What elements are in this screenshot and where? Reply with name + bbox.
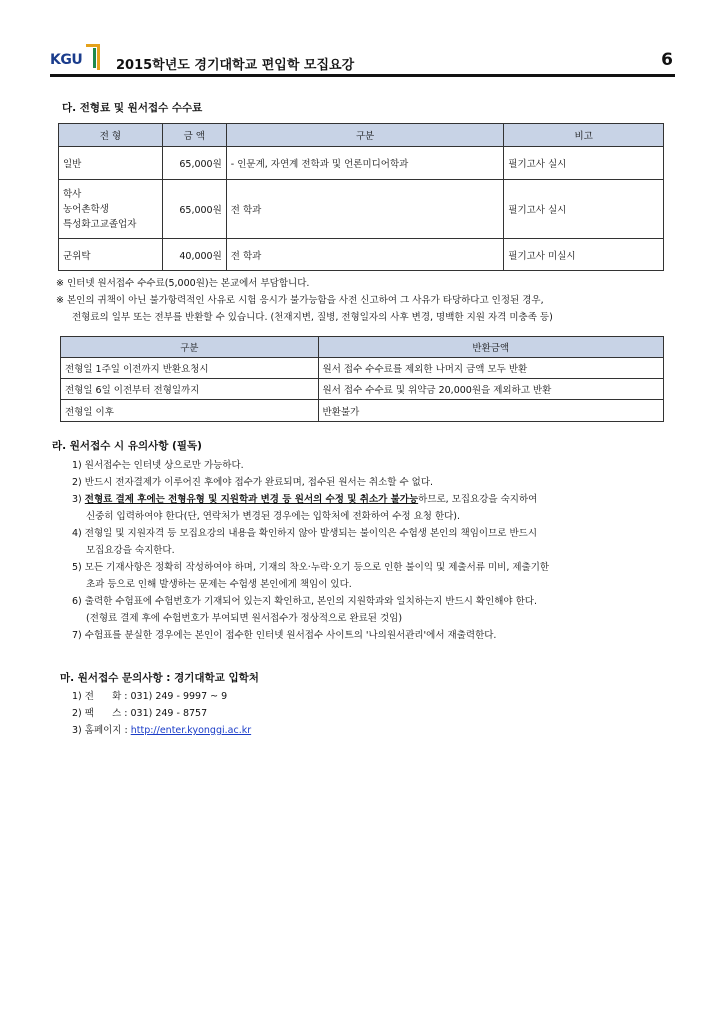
page-header <box>50 38 675 78</box>
caution-list <box>72 457 672 644</box>
fee-note: 필기고사 실시 <box>504 180 664 239</box>
document-title: 2015학년도 경기대학교 편입학 모집요강 <box>116 58 355 73</box>
logo-mark-accent-icon <box>88 48 96 68</box>
fee-table-header-row <box>59 124 664 147</box>
list-item: 6) 출력한 수험표에 수험번호가 기재되어 있는지 확인하고, 본인의 지원학과와 일치하는지 반드시 확인해야 한다. <box>72 596 537 607</box>
fee-category: - 인문계, 자연계 전학과 및 언론미디어학과 <box>226 147 503 180</box>
header-divider <box>50 74 675 77</box>
list-item-rest: 하므로, 모집요강을 숙지하여 <box>418 494 538 505</box>
fee-col-type: 전 형 <box>59 124 163 147</box>
refund-amount: 원서 접수 수수료를 제외한 나머지 금액 모두 반환 <box>318 358 663 379</box>
table-row <box>59 180 664 239</box>
fee-note-1: ※ 인터넷 원서접수 수수료(5,000원)는 본교에서 부담합니다. <box>56 278 310 289</box>
table-row <box>61 379 664 400</box>
fee-category: 전 학과 <box>226 180 503 239</box>
refund-col-amount: 반환금액 <box>318 337 663 358</box>
list-item: 5) 모든 기재사항은 정확히 작성하여야 하며, 기재의 착오·누락·오기 등으로 인한 불이익 및 제출서류 미비, 제출기한 <box>72 562 550 573</box>
table-row <box>61 400 664 422</box>
refund-amount: 반환불가 <box>318 400 663 422</box>
homepage-label: 3) 홈페이지 : <box>72 725 131 736</box>
fee-amount: 40,000원 <box>162 239 226 271</box>
contact-list <box>72 688 251 739</box>
refund-col-when: 구분 <box>61 337 319 358</box>
contact-fax: 2) 팩 스 : 031) 249 - 8757 <box>72 708 208 719</box>
fee-amount: 65,000원 <box>162 180 226 239</box>
refund-table <box>60 336 664 422</box>
refund-amount: 원서 접수 수수료 및 위약금 20,000원을 제외하고 반환 <box>318 379 663 400</box>
table-row <box>59 147 664 180</box>
contact-phone: 1) 전 화 : 031) 249 - 9997 ~ 9 <box>72 691 228 702</box>
kgu-logo <box>50 42 102 74</box>
fee-note: 필기고사 미실시 <box>504 239 664 271</box>
contact-homepage <box>72 722 251 739</box>
fee-type: 학사 농어촌학생 특성화고교졸업자 <box>59 180 163 239</box>
list-item: 신중히 입력하여야 한다(단, 연락처가 변경된 경우에는 입학처에 전화하여 수정 요청 한다). <box>86 511 461 522</box>
list-item: (전형료 결제 후에 수험번호가 부여되면 원서접수가 정상적으로 완료된 것임) <box>86 613 403 624</box>
refund-table-header-row <box>61 337 664 358</box>
list-item: 7) 수험표를 분실한 경우에는 본인이 접수한 인터넷 원서접수 사이트의 '나의원서관리'에서 재출력한다. <box>72 630 497 641</box>
list-item: 모집요강을 숙지한다. <box>86 545 175 556</box>
fee-note: 필기고사 실시 <box>504 147 664 180</box>
refund-when: 전형일 이후 <box>61 400 319 422</box>
fee-col-category: 구분 <box>226 124 503 147</box>
fee-type: 일반 <box>59 147 163 180</box>
table-row <box>61 358 664 379</box>
table-row <box>59 239 664 271</box>
fee-table <box>58 123 664 271</box>
section-da-heading: 다. 전형료 및 원서접수 수수료 <box>62 102 203 114</box>
list-item <box>72 491 672 508</box>
list-item: 2) 반드시 전자결제가 이루어진 후에야 접수가 완료되며, 접수된 원서는 취소할 수 없다. <box>72 477 434 488</box>
list-item: 초과 등으로 인해 발생하는 문제는 수험생 본인에게 책임이 있다. <box>86 579 352 590</box>
logo-text: KGU <box>50 52 83 68</box>
refund-when: 전형일 6일 이전부터 전형일까지 <box>61 379 319 400</box>
fee-note-2: ※ 본인의 귀책이 아닌 불가항력적인 사유로 시험 응시가 불가능함을 사전 신고하여 그 사유가 타당하다고 인정된 경우, <box>56 295 544 306</box>
page-number: 6 <box>661 50 673 70</box>
refund-when: 전형일 1주일 이전까지 반환요청시 <box>61 358 319 379</box>
fee-type: 군위탁 <box>59 239 163 271</box>
homepage-link[interactable]: http://enter.kyonggi.ac.kr <box>130 725 252 736</box>
fee-category: 전 학과 <box>226 239 503 271</box>
fee-amount: 65,000원 <box>162 147 226 180</box>
list-item: 4) 전형일 및 지원자격 등 모집요강의 내용을 확인하지 않아 발생되는 불이익은 수험생 본인의 책임이므로 반드시 <box>72 528 537 539</box>
fee-col-note: 비고 <box>504 124 664 147</box>
section-ra-heading: 라. 원서접수 시 유의사항 (필독) <box>52 440 202 452</box>
fee-note-3: 전형료의 일부 또는 전부를 반환할 수 있습니다. (천재지변, 질병, 전형일자의 사후 변경, 명백한 지원 자격 미충족 등) <box>72 312 553 323</box>
section-ma-heading: 마. 원서접수 문의사항 : 경기대학교 입학처 <box>60 672 259 684</box>
fee-col-amount: 금 액 <box>162 124 226 147</box>
list-item-prefix: 3) <box>72 494 85 505</box>
list-item: 1) 원서접수는 인터넷 상으로만 가능하다. <box>72 460 244 471</box>
list-item-emphasis: 전형료 결제 후에는 전형유형 및 지원학과 변경 등 원서의 수정 및 취소가 불가능 <box>84 494 419 505</box>
